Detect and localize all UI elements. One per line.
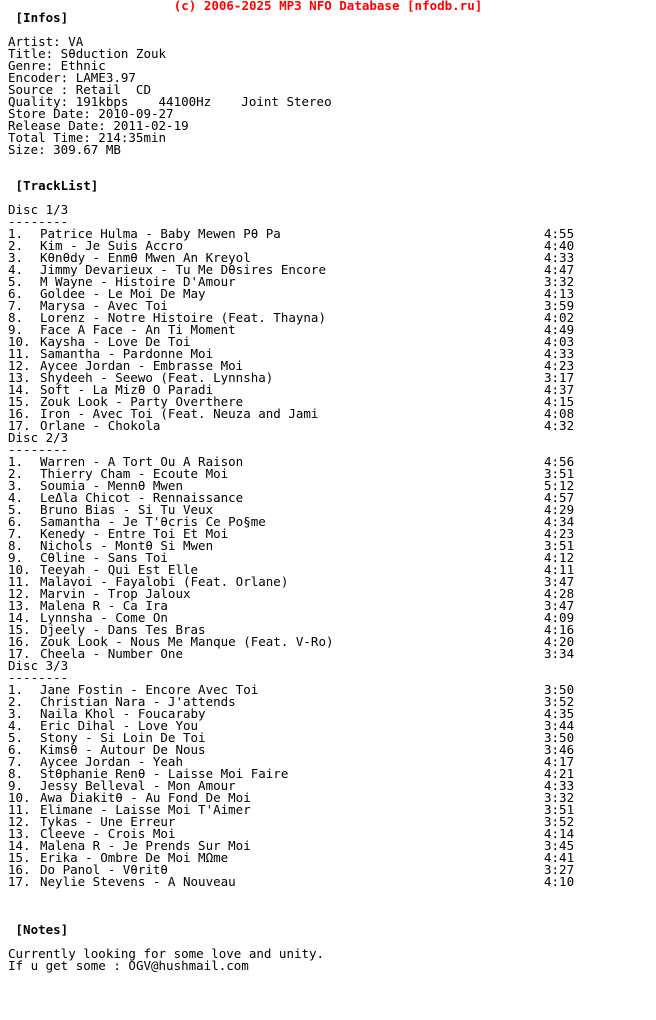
track-duration: 4:15	[544, 394, 575, 409]
track-duration: 4:33	[544, 250, 575, 265]
track-number: 4.	[8, 262, 24, 277]
track-duration: 4:12	[544, 550, 575, 565]
track-number: 4.	[8, 718, 24, 733]
track-duration: 3:34	[544, 646, 575, 661]
info-source: Source : Retail CD	[8, 82, 151, 97]
info-total-time: Total Time: 214:35min	[8, 130, 167, 145]
track-number: 14.	[8, 838, 31, 853]
track-title: Eric Dihal - Love You	[40, 718, 199, 733]
track-number: 10.	[8, 334, 31, 349]
track-duration: 3:32	[544, 274, 575, 289]
track-number: 12.	[8, 358, 31, 373]
track-title: Aycee Jordan - Yeah	[40, 754, 183, 769]
track-title: Naila Khol - Foucaraby	[40, 706, 206, 721]
track-duration: 4:29	[544, 502, 575, 517]
disc-label: Disc 1/3	[8, 202, 69, 217]
track-number: 13.	[8, 370, 31, 385]
track-number: 16.	[8, 634, 31, 649]
track-number: 1.	[8, 682, 24, 697]
track-duration: 4:23	[544, 358, 575, 373]
track-title: Malena R - Je Prends Sur Moi	[40, 838, 251, 853]
track-title: Shydeeh - Seewo (Feat. Lynnsha)	[40, 370, 274, 385]
track-number: 6.	[8, 742, 24, 757]
track-title: Malavoi - Fayalobi (Feat. Orlane)	[40, 574, 289, 589]
info-title: Title: Sθduction Zouk	[8, 46, 167, 61]
track-duration: 3:47	[544, 574, 575, 589]
disc-divider: --------	[8, 670, 69, 685]
track-number: 14.	[8, 610, 31, 625]
track-title: Awa Diakitθ - Au Fond De Moi	[40, 790, 251, 805]
track-title: Zouk Look - Party Overthere	[40, 394, 244, 409]
info-quality: Quality: 191kbps 44100Hz Joint Stereo	[8, 94, 332, 109]
track-title: Cheela - Number One	[40, 646, 183, 661]
track-duration: 3:52	[544, 694, 575, 709]
site-banner[interactable]: (c) 2006-2025 MP3 NFO Database [nfodb.ru]	[173, 0, 483, 13]
track-number: 15.	[8, 850, 31, 865]
track-number: 15.	[8, 622, 31, 637]
notes-contact-line	[8, 960, 648, 972]
track-number: 11.	[8, 802, 31, 817]
track-number: 8.	[8, 310, 24, 325]
track-title: Christian Nara - J'attends	[40, 694, 236, 709]
track-number: 11.	[8, 346, 31, 361]
track-title: Thierry Cham - Ecoute Moi	[40, 466, 229, 481]
blank-line	[8, 24, 648, 36]
blank-line	[8, 912, 648, 924]
track-title: Djeely - Dans Tes Bras	[40, 622, 206, 637]
track-number: 1.	[8, 454, 24, 469]
track-title: Kaysha - Love De Toi	[40, 334, 191, 349]
track-duration: 4:23	[544, 526, 575, 541]
track-duration: 4:14	[544, 826, 575, 841]
track-duration: 4:56	[544, 454, 575, 469]
track-number: 3.	[8, 478, 24, 493]
track-title: Orlane - Chokola	[40, 418, 161, 433]
track-number: 5.	[8, 730, 24, 745]
blank-line	[8, 192, 648, 204]
contact-email[interactable]: OGV@hushmail.com	[128, 958, 249, 973]
track-number: 7.	[8, 526, 24, 541]
track-title: Patrice Hulma - Baby Mewen Pθ Pa	[40, 226, 281, 241]
track-duration: 3:47	[544, 598, 575, 613]
track-number: 13.	[8, 826, 31, 841]
track-title: LeΔla Chicot - Rennaissance	[40, 490, 244, 505]
track-duration: 4:28	[544, 586, 575, 601]
blank-line	[8, 888, 648, 900]
infos-heading: [Infos]	[8, 10, 69, 25]
track-duration: 4:32	[544, 418, 575, 433]
info-store-date: Store Date: 2010-09-27	[8, 106, 174, 121]
track-duration: 3:50	[544, 682, 575, 697]
track-number: 13.	[8, 598, 31, 613]
track-duration: 4:35	[544, 706, 575, 721]
track-duration: 4:16	[544, 622, 575, 637]
track-title: Do Panol - Vθritθ	[40, 862, 168, 877]
track-duration: 4:21	[544, 766, 575, 781]
info-size: Size: 309.67 MB	[8, 142, 121, 157]
track-title: Teeyah - Qui Est Elle	[40, 562, 199, 577]
track-title: Goldee - Le Moi De May	[40, 286, 206, 301]
track-duration: 3:59	[544, 298, 575, 313]
track-number: 6.	[8, 286, 24, 301]
track-title: Marvin - Trop Jaloux	[40, 586, 191, 601]
track-number: 14.	[8, 382, 31, 397]
info-release-date: Release Date: 2011-02-19	[8, 118, 189, 133]
track-number: 15.	[8, 394, 31, 409]
track-duration: 4:40	[544, 238, 575, 253]
track-title: Soumia - Mennθ Mwen	[40, 478, 183, 493]
info-encoder: Encoder: LAME3.97	[8, 70, 136, 85]
track-duration: 4:34	[544, 514, 575, 529]
track-number: 17.	[8, 646, 31, 661]
infos-section	[8, 36, 648, 156]
track-number: 5.	[8, 274, 24, 289]
track-title: Aycee Jordan - Embrasse Moi	[40, 358, 244, 373]
tracklist-section	[8, 204, 648, 888]
track-title: Neylie Stevens - A Nouveau	[40, 874, 236, 889]
track-title: Kim - Je Suis Accro	[40, 238, 183, 253]
track-title: Erika - Ombre De Moi MΩme	[40, 850, 229, 865]
track-title: M Wayne - Histoire D'Amour	[40, 274, 236, 289]
track-duration: 4:41	[544, 850, 575, 865]
track-number: 2.	[8, 466, 24, 481]
track-row	[8, 648, 648, 660]
track-duration: 3:51	[544, 466, 575, 481]
track-title: Kθnθdy - Enmθ Mwen An Kreyol	[40, 250, 251, 265]
track-duration: 4:57	[544, 490, 575, 505]
track-duration: 4:08	[544, 406, 575, 421]
track-duration: 4:33	[544, 346, 575, 361]
track-duration: 5:12	[544, 478, 575, 493]
track-title: Lynnsha - Come On	[40, 610, 168, 625]
track-duration: 3:50	[544, 730, 575, 745]
track-duration: 4:37	[544, 382, 575, 397]
tracklist-heading: [TrackList]	[8, 178, 99, 193]
track-number: 10.	[8, 790, 31, 805]
track-title: Samantha - Pardonne Moi	[40, 346, 214, 361]
track-number: 2.	[8, 238, 24, 253]
track-title: Bruno Bias - Si Tu Veux	[40, 502, 214, 517]
track-title: Kimsθ - Autour De Nous	[40, 742, 206, 757]
track-number: 3.	[8, 250, 24, 265]
track-title: Soft - La Mizθ O Paradi	[40, 382, 214, 397]
track-title: Jane Fostin - Encore Avec Toi	[40, 682, 259, 697]
track-title: Nichols - Montθ Si Mwen	[40, 538, 214, 553]
track-number: 17.	[8, 874, 31, 889]
track-duration: 3:46	[544, 742, 575, 757]
track-duration: 4:13	[544, 286, 575, 301]
track-duration: 4:20	[544, 634, 575, 649]
track-number: 7.	[8, 298, 24, 313]
track-duration: 3:44	[544, 718, 575, 733]
track-title: Iron - Avec Toi (Feat. Neuza and Jami	[40, 406, 319, 421]
track-title: Cθline - Sans Toi	[40, 550, 168, 565]
track-duration: 4:02	[544, 310, 575, 325]
track-duration: 4:33	[544, 778, 575, 793]
track-title: Kenedy - Entre Toi Et Moi	[40, 526, 229, 541]
track-duration: 3:32	[544, 790, 575, 805]
track-duration: 3:27	[544, 862, 575, 877]
track-number: 1.	[8, 226, 24, 241]
track-title: Malena R - Ca Ira	[40, 598, 168, 613]
track-number: 12.	[8, 586, 31, 601]
track-title: Cleeve - Crois Moi	[40, 826, 176, 841]
track-duration: 3:51	[544, 538, 575, 553]
track-number: 11.	[8, 574, 31, 589]
notes-contact-prefix: If u get some :	[8, 958, 129, 973]
track-duration: 4:55	[544, 226, 575, 241]
track-number: 8.	[8, 538, 24, 553]
track-title: Face A Face - An Ti Moment	[40, 322, 236, 337]
track-duration: 4:17	[544, 754, 575, 769]
track-title: Lorenz - Notre Histoire (Feat. Thayna)	[40, 310, 326, 325]
track-duration: 4:09	[544, 610, 575, 625]
track-title: Warren - A Tort Ou A Raison	[40, 454, 244, 469]
track-number: 9.	[8, 322, 24, 337]
track-title: Elimane - Laisse Moi T'Aimer	[40, 802, 251, 817]
disc-label: Disc 2/3	[8, 430, 69, 445]
track-duration: 4:47	[544, 262, 575, 277]
info-artist: Artist: VA	[8, 34, 84, 49]
track-title: Jessy Belleval - Mon Amour	[40, 778, 236, 793]
track-number: 6.	[8, 514, 24, 529]
track-title: Stony - Si Loin De Toi	[40, 730, 206, 745]
track-duration: 4:49	[544, 322, 575, 337]
track-duration: 3:51	[544, 802, 575, 817]
track-row	[8, 420, 648, 432]
track-duration: 4:10	[544, 874, 575, 889]
track-title: Stθphanie Renθ - Laisse Moi Faire	[40, 766, 289, 781]
track-title: Samantha - Je T'θcris Ce Po§me	[40, 514, 266, 529]
track-title: Marysa - Avec Toi	[40, 298, 168, 313]
blank-line	[8, 168, 648, 180]
track-number: 10.	[8, 562, 31, 577]
track-title: Jimmy Devarieux - Tu Me Dθsires Encore	[40, 262, 326, 277]
disc-divider: --------	[8, 214, 69, 229]
notes-line: Currently looking for some love and unity.	[8, 946, 325, 961]
track-number: 12.	[8, 814, 31, 829]
track-number: 3.	[8, 706, 24, 721]
track-number: 9.	[8, 550, 24, 565]
track-row	[8, 876, 648, 888]
track-duration: 3:52	[544, 814, 575, 829]
blank-line	[8, 156, 648, 168]
disc-divider: --------	[8, 442, 69, 457]
track-number: 4.	[8, 490, 24, 505]
track-number: 16.	[8, 862, 31, 877]
track-title: Tykas - Une Erreur	[40, 814, 176, 829]
notes-heading: [Notes]	[8, 922, 69, 937]
info-genre: Genre: Ethnic	[8, 58, 106, 73]
track-number: 5.	[8, 502, 24, 517]
track-duration: 3:45	[544, 838, 575, 853]
track-title: Zouk Look - Nous Me Manque (Feat. V-Ro)	[40, 634, 334, 649]
track-number: 17.	[8, 418, 31, 433]
track-duration: 4:03	[544, 334, 575, 349]
track-number: 9.	[8, 778, 24, 793]
track-number: 16.	[8, 406, 31, 421]
nfo-document	[8, 0, 648, 972]
track-duration: 3:17	[544, 370, 575, 385]
track-duration: 4:11	[544, 562, 575, 577]
blank-line	[8, 900, 648, 912]
track-number: 8.	[8, 766, 24, 781]
track-number: 7.	[8, 754, 24, 769]
disc-label: Disc 3/3	[8, 658, 69, 673]
track-number: 2.	[8, 694, 24, 709]
